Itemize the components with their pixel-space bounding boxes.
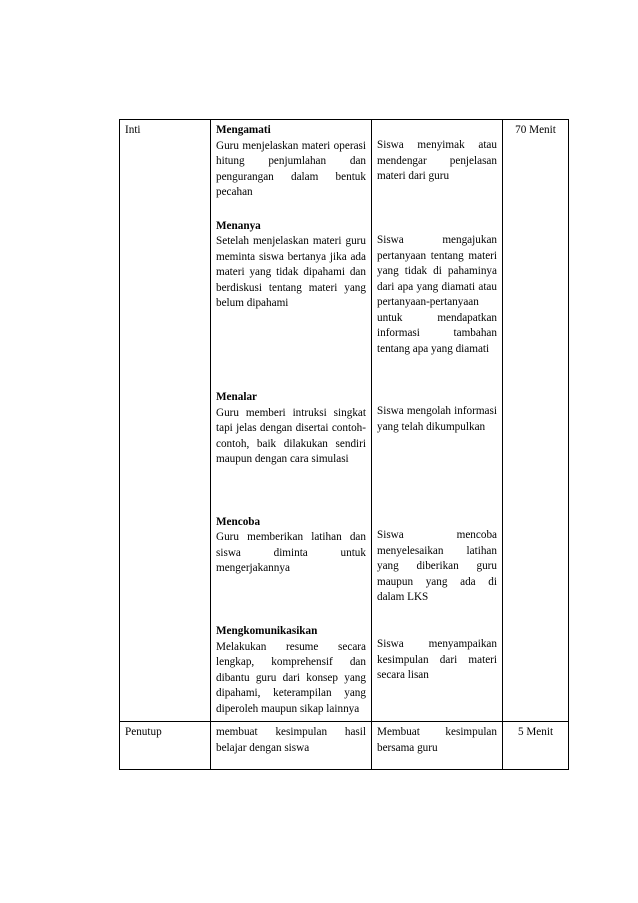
- student-text-mengamati: Siswa menyimak atau mendengar penjelasan materi dari guru: [377, 139, 497, 182]
- duration-label: 5 Menit: [517, 726, 554, 738]
- student-text-mengkomunikasikan: Siswa menyampaikan kesimpulan dari materi secara lisan: [377, 638, 497, 681]
- teacher-activity-cell: [211, 722, 372, 770]
- stage-cell: [120, 120, 211, 722]
- duration-label: 70 Menit: [515, 124, 556, 136]
- step-heading-mengkomunikasikan: Mengkomunikasikan: [216, 625, 318, 637]
- stage-label: Inti: [125, 124, 141, 136]
- teacher-text-menalar: Guru memberi intruksi singkat tapi jelas dengan disertai contoh-contoh, baik dilakukan sendiri maupun dengan cara simulasi: [216, 406, 366, 465]
- teacher-text-menanya: Setelah menjelaskan materi guru meminta siswa bertanya jika ada materi yang tidak dipahami dan berdiskusi tentang materi yang belum dipahami: [216, 235, 366, 309]
- duration-cell: [503, 120, 569, 722]
- heading-spacer: [377, 123, 497, 138]
- table-row-penutup: [120, 722, 569, 770]
- student-text-menalar: Siswa mengolah informasi yang telah dikumpulkan: [377, 405, 497, 433]
- step-heading-menanya: Menanya: [216, 219, 261, 232]
- student-text-mencoba: Siswa mencoba menyelesaikan latihan yang diberikan guru maupun yang ada di dalam LKS: [377, 529, 497, 603]
- student-text-penutup: Membuat kesimpulan bersama guru: [377, 726, 497, 754]
- heading-spacer: [377, 622, 497, 637]
- student-text-menanya: Siswa mengajukan pertanyaan tentang materi yang tidak di pahaminya dari apa yang diamati atau pertanyaan-pertanyaan untuk mendapatkan informasi tambahan tentang apa yang diamati: [377, 234, 497, 355]
- teacher-activity-cell: [211, 120, 372, 722]
- step-heading-mencoba: Mencoba: [216, 515, 261, 528]
- lesson-plan-table: [119, 119, 569, 770]
- step-heading-mengamati: Mengamati: [216, 124, 271, 136]
- heading-spacer: [377, 513, 497, 528]
- stage-label: Penutup: [125, 726, 162, 738]
- heading-spacer: [377, 389, 497, 404]
- teacher-text-penutup: membuat kesimpulan hasil belajar dengan siswa: [216, 726, 366, 754]
- student-activity-cell: [372, 120, 503, 722]
- step-heading-menalar: Menalar: [216, 391, 258, 403]
- duration-cell: [503, 722, 569, 770]
- teacher-text-mencoba: Guru memberikan latihan dan siswa diminta untuk mengerjakannya: [216, 531, 366, 574]
- heading-spacer: [377, 218, 497, 233]
- teacher-text-mengkomunikasikan: Melakukan resume secara lengkap, komprehensif dan dibantu guru dari konsep yang dipahami, keterampilan yang diperoleh maupun sikap lainnya: [216, 640, 366, 715]
- stage-cell: [120, 722, 211, 770]
- table-row-inti: [120, 120, 569, 722]
- teacher-text-mengamati: Guru menjelaskan materi operasi hitung penjumlahan dan pengurangan dalam bentuk pecahan: [216, 139, 366, 198]
- student-activity-cell: [372, 722, 503, 770]
